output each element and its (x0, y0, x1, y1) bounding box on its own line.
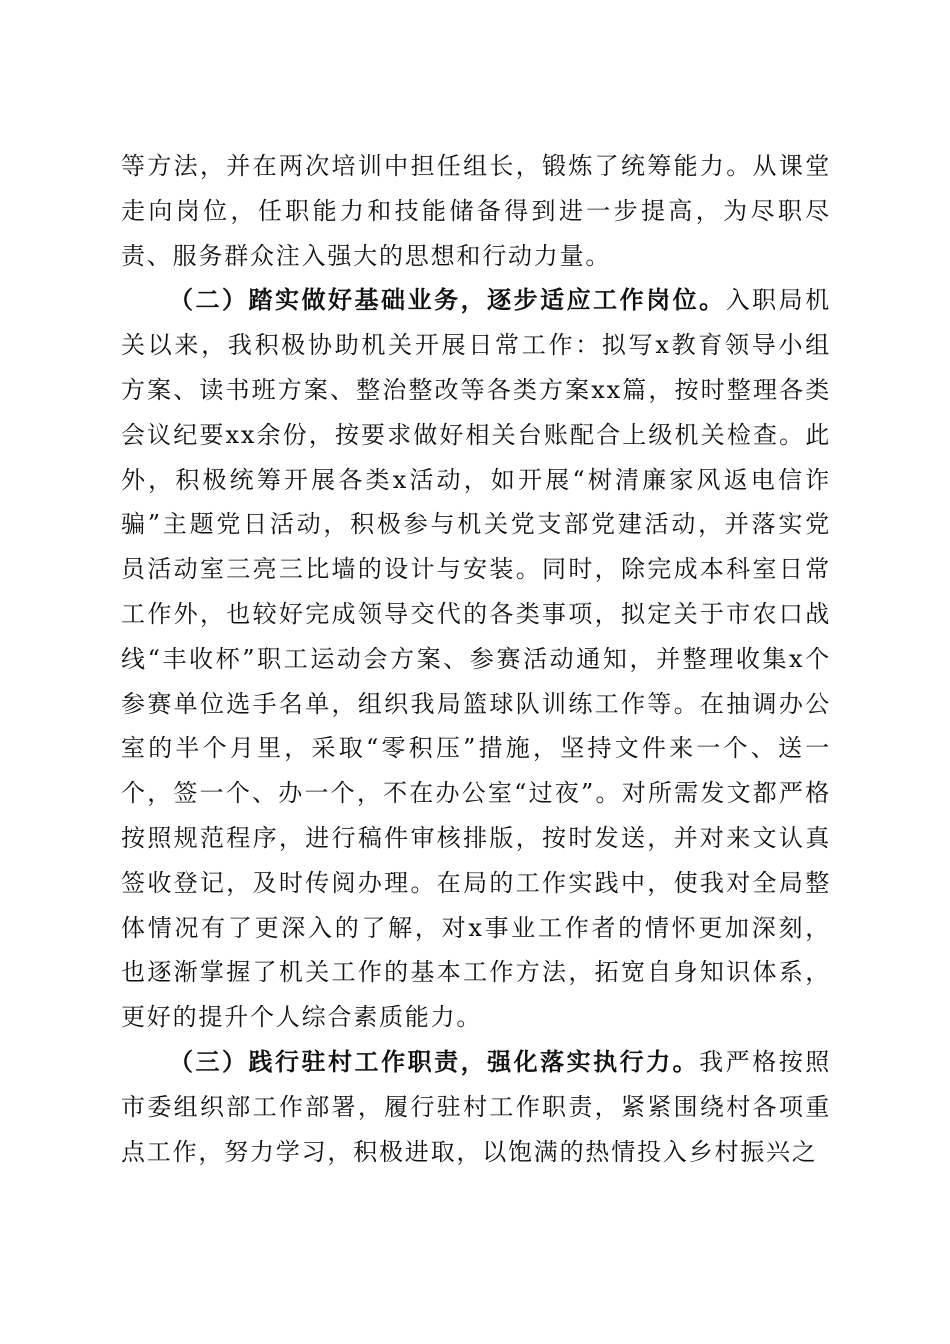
section-3-body: 我严格按照市委组织部工作部署，履行驻村工作职责，紧紧围绕村各项重点工作，努力学习，积极进取，以饱满的热情投入乡村振兴之 (121, 1047, 832, 1166)
document-body (121, 144, 831, 1174)
section-2-heading: （二）踏实做好基础业务，逐步适应工作岗位。 (169, 285, 726, 315)
paragraph-1-body: 等方法，并在两次培训中担任组长，锻炼了统筹能力。从课堂走向岗位，任职能力和技能储备得到进一步提高，为尽职尽责、服务群众注入强大的思想和行动力量。 (121, 152, 831, 270)
paragraph-section-2 (121, 278, 831, 1040)
paragraph-continuation (121, 144, 831, 278)
paragraph-section-3 (121, 1040, 831, 1174)
section-3-heading: （三）践行驻村工作职责，强化落实执行力。 (169, 1046, 700, 1076)
section-2-body: 入职局机关以来，我积极协助机关开展日常工作：拟写x教育领导小组方案、读书班方案、整治整改等各类方案xx篇，按时整理各类会议纪要xx余份，按要求做好相关台账配合上级机关检查。此外，积极统筹开展各类x活动，如开展“树清廉家风返电信诈骗”主题党日活动，积极参与机关党支部党建活动，并落实党员活动室三亮三比墙的设计与安装。同时，除完成本科室日常工作外，也较好完成领导交代的各类事项，拟定关于市农口战线“丰收杯”职工运动会方案、参赛活动通知，并整理收集x个参赛单位选手名单，组织我局篮球队训练工作等。在抽调办公室的半个月里，采取“零积压”措施，坚持文件来一个、送一个，签一个、办一个，不在办公室“过夜”。对所需发文都严格按照规范程序，进行稿件审核排版，按时发送，并对来文认真签收登记，及时传阅办理。在局的工作实践中，使我对全局整体情况有了更深入的了解，对x事业工作者的情怀更加深刻，也逐渐掌握了机关工作的基本工作方法，拓宽自身知识体系，更好的提升个人综合素质能力。 (121, 286, 831, 1032)
